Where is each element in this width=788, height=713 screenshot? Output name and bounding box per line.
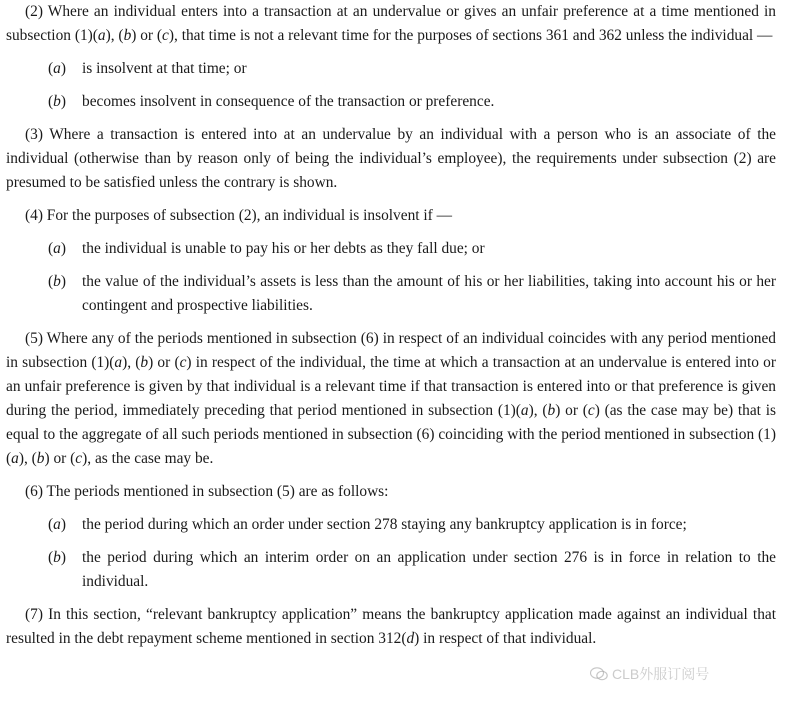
subsection-5: (5) Where any of the periods mentioned in subsection (6) in respect of an individual coincides with any period mentioned in subsection (1)(a), (b) or (c) in respect of the individual, the time at which a transaction at an undervalue is entered into or an unfair preference is given by that individual is a relevant time if that transaction is entered into or that preference is given during the period, immediately preceding that period mentioned in subsection (1)(a), (b) or (c) (as the case may be) that is equal to the aggregate of all such periods mentioned in subsection (6) coinciding with the period mentioned in subsection (1)(a), (b) or (c), as the case may be. bbox=[6, 330, 776, 467]
subsection-2: (2) Where an individual enters into a transaction at an undervalue or gives an unfair preference at a time mentioned in subsection (1)(a), (b) or (c), that time is not a relevant time for the purposes of sections 361 and 362 unless the individual — bbox=[6, 3, 776, 44]
subsection-6-item-b bbox=[6, 546, 776, 594]
item-label: (b) bbox=[48, 549, 66, 566]
subsection-2-item-b bbox=[6, 90, 776, 114]
subsection-6-item-a bbox=[6, 513, 776, 537]
item-label: (a) bbox=[48, 516, 66, 533]
subsection-4-item-a bbox=[6, 237, 776, 261]
item-label: (a) bbox=[48, 240, 66, 257]
item-text: the value of the individual’s assets is less than the amount of his or her liabilities, taking into account his or her contingent and prospective liabilities. bbox=[82, 273, 776, 314]
item-text: the period during which an order under section 278 staying any bankruptcy application is in force; bbox=[82, 516, 687, 533]
subsection-4: (4) For the purposes of subsection (2), an individual is insolvent if — bbox=[25, 207, 453, 224]
subsection-3: (3) Where a transaction is entered into at an undervalue by an individual with a person who is an associate of the individual (otherwise than by reason only of being the individual’s employee), the requirements under subsection (2) are presumed to be satisfied unless the contrary is shown. bbox=[6, 126, 776, 191]
item-text: the period during which an interim order on an application under section 276 is in force in relation to the individual. bbox=[82, 549, 776, 590]
item-text: is insolvent at that time; or bbox=[82, 60, 247, 77]
item-label: (b) bbox=[48, 273, 66, 290]
statute-document bbox=[6, 0, 776, 660]
item-text: the individual is unable to pay his or her debts as they fall due; or bbox=[82, 240, 485, 257]
item-text: becomes insolvent in consequence of the transaction or preference. bbox=[82, 93, 495, 110]
item-label: (a) bbox=[48, 60, 66, 77]
subsection-7: (7) In this section, “relevant bankruptcy application” means the bankruptcy application made against an individual that resulted in the debt repayment scheme mentioned in section 312(d) in respect of that individual. bbox=[6, 606, 776, 647]
item-label: (b) bbox=[48, 93, 66, 110]
watermark bbox=[590, 666, 709, 682]
subsection-6: (6) The periods mentioned in subsection (5) are as follows: bbox=[25, 483, 389, 500]
subsection-4-item-b bbox=[6, 270, 776, 318]
watermark-text: CLB外服订阅号 bbox=[612, 666, 710, 682]
wechat-icon bbox=[590, 667, 608, 681]
subsection-2-item-a bbox=[6, 57, 776, 81]
